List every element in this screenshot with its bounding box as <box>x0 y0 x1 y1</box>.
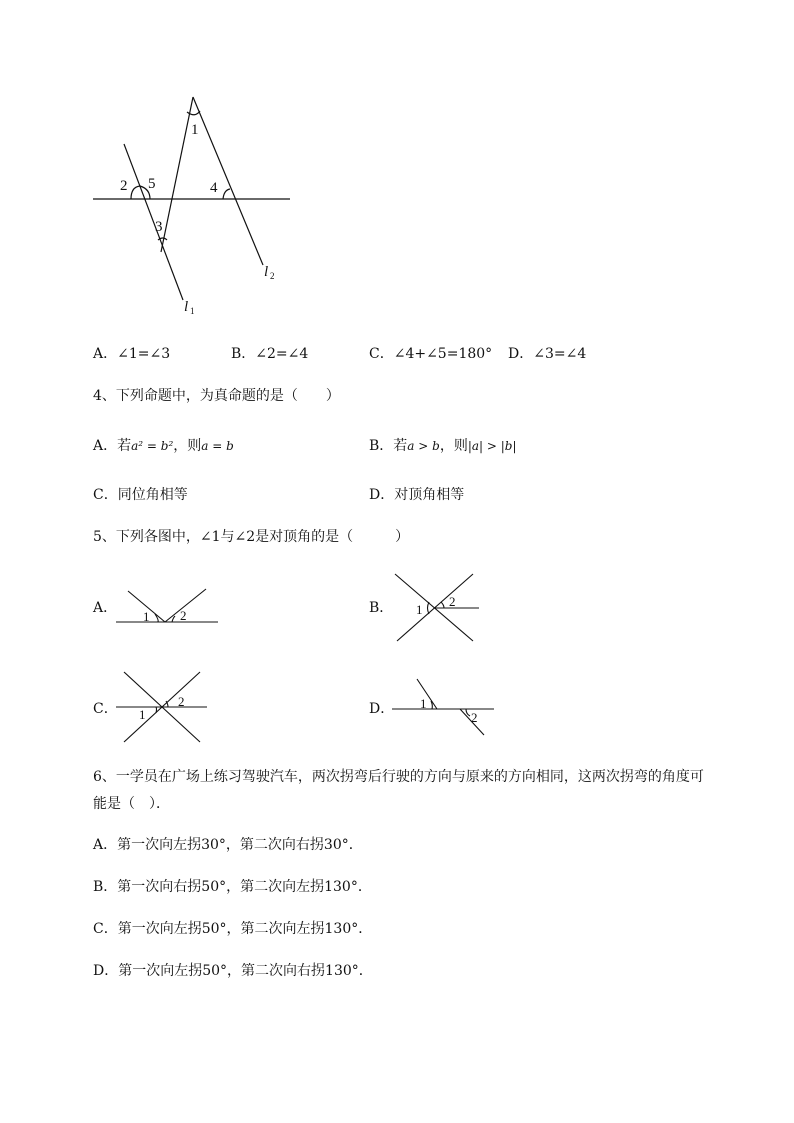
angle-1-label: 1 <box>191 122 199 138</box>
fig-a-num1: 1 <box>143 609 150 624</box>
q6-stem-line2: 能是（ ）． <box>93 796 170 812</box>
q4-stem: 4、下列命题中，为真命题的是（ ） <box>93 388 340 404</box>
q4-a-prefix: A．若 <box>93 438 132 454</box>
q5-label-d: D． <box>369 701 395 717</box>
fig-d-num2: 2 <box>471 710 478 725</box>
q4-a-expr: a² = b² <box>131 439 174 453</box>
fig-b-num2: 2 <box>449 594 456 609</box>
angle-4-label: 4 <box>210 180 218 196</box>
fig-c-num1: 1 <box>139 707 146 722</box>
l2-sub: 2 <box>270 271 275 281</box>
q5-label-c: C． <box>93 701 118 717</box>
angle-2-label: 2 <box>120 178 128 194</box>
fig-d-num1: 1 <box>420 696 427 711</box>
q6-option-c: C．第一次向左拐50°，第二次向左拐130°． <box>93 921 373 937</box>
fig-c-arc1 <box>156 707 157 713</box>
fig-a-arc2 <box>172 616 175 622</box>
angle-3-label: 3 <box>155 219 163 235</box>
q5-stem: 5、下列各图中，∠1与∠2是对顶角的是（ ） <box>93 529 410 545</box>
q6-option-d: D．第一次向左拐50°，第二次向右拐130°． <box>93 963 373 979</box>
fig-a-num2: 2 <box>180 608 187 623</box>
q4-b-prefix: B．若 <box>369 438 408 454</box>
q3-option-b: B．∠2=∠4 <box>231 346 309 362</box>
q6-option-a: A．第一次向左拐30°，第二次向右拐30°． <box>93 837 363 853</box>
angle-5-label: 5 <box>148 176 156 192</box>
fig-b-arc2 <box>441 602 444 608</box>
q4-b-expr2: |a| > |b| <box>467 439 517 453</box>
q3-option-c: C．∠4+∠5=180° <box>369 346 493 362</box>
q6-option-b: B．第一次向右拐50°，第二次向左拐130°． <box>93 879 372 895</box>
l1-sub: 1 <box>190 306 195 316</box>
q4-b-expr: a > b <box>407 439 440 453</box>
q3-option-a: A．∠1=∠3 <box>93 346 171 362</box>
fig-c-num2: 2 <box>178 694 185 709</box>
l2-label: l <box>264 264 269 280</box>
q4-a-mid: ，则 <box>173 438 202 454</box>
fig-b-num1: 1 <box>416 602 423 617</box>
l1-label: l <box>184 299 189 315</box>
fig-b-arc1 <box>428 602 430 614</box>
q6-stem-line1: 6、一学员在广场上练习驾驶汽车，两次拐弯后行驶的方向与原来的方向相同，这两次拐弯的角度可 <box>93 769 704 785</box>
q3-option-d: D．∠3=∠4 <box>508 346 587 362</box>
q5-label-b: B． <box>369 600 394 616</box>
q4-option-c: C．同位角相等 <box>93 487 188 503</box>
q4-option-d: D．对顶角相等 <box>369 487 465 503</box>
q4-a-expr2: a = b <box>201 439 234 453</box>
q4-b-mid: ，则 <box>439 438 468 454</box>
fig-d-arc2 <box>466 709 470 716</box>
q5-label-a: A． <box>93 600 118 616</box>
